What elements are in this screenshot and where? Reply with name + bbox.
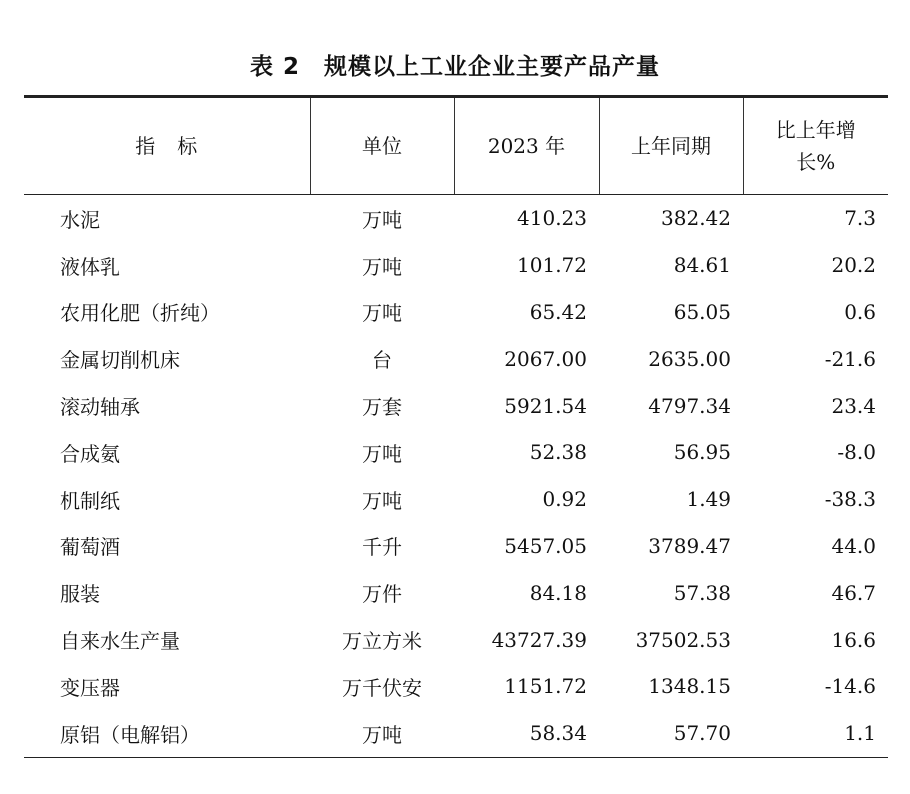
value-2023-cell: 84.18	[529, 580, 587, 605]
growth-percent-cell: 16.6	[831, 627, 876, 652]
header-growth-line2: 长%	[796, 150, 836, 174]
value-2023-cell: 101.72	[517, 253, 587, 278]
table-row	[24, 710, 888, 757]
value-previous-year-cell: 1348.15	[648, 674, 731, 699]
product-name-cell: 金属切削机床	[60, 348, 180, 373]
growth-percent-cell: -8.0	[837, 440, 876, 465]
table-row	[24, 476, 888, 523]
value-2023-cell: 2067.00	[504, 346, 587, 371]
unit-cell: 万吨	[310, 710, 454, 757]
value-2023-cell: 52.38	[529, 440, 587, 465]
table-row	[24, 289, 888, 336]
product-output-table	[24, 95, 888, 758]
product-name-cell: 变压器	[60, 675, 120, 700]
table-title: 表 2 规模以上工业企业主要产品产量	[249, 54, 660, 80]
table-row	[24, 195, 888, 242]
product-name-cell: 水泥	[60, 207, 100, 232]
unit-cell: 万套	[362, 395, 402, 420]
value-2023-cell: 43727.39	[491, 627, 587, 652]
unit-cell: 万立方米	[342, 629, 422, 654]
table-row	[24, 382, 888, 429]
table-row	[24, 569, 888, 616]
unit-cell: 万吨	[362, 301, 402, 326]
header-2023: 2023 年	[454, 97, 599, 195]
product-name-cell: 农用化肥（折纯）	[60, 301, 220, 326]
value-previous-year-cell: 84.61	[673, 253, 731, 278]
unit-cell: 台	[372, 348, 392, 373]
unit-cell: 万吨	[362, 488, 402, 513]
product-name-cell: 合成氨	[60, 441, 120, 466]
table-row	[24, 335, 888, 382]
unit-cell: 万吨	[362, 441, 402, 466]
product-name-cell: 自来水生产量	[60, 629, 180, 654]
growth-percent-cell: 0.6	[844, 299, 876, 324]
value-2023-cell: 58.34	[454, 710, 599, 757]
value-previous-year-cell: 57.70	[599, 710, 743, 757]
value-2023-cell: 1151.72	[504, 674, 587, 699]
table-row	[24, 242, 888, 289]
growth-percent-cell: 46.7	[831, 580, 876, 605]
value-2023-cell: 0.92	[542, 487, 587, 512]
unit-cell: 千升	[362, 535, 402, 560]
value-2023-cell: 410.23	[517, 206, 587, 231]
value-previous-year-cell: 382.42	[661, 206, 731, 231]
growth-percent-cell: 44.0	[831, 533, 876, 558]
unit-cell: 万千伏安	[342, 675, 422, 700]
table-row	[24, 429, 888, 476]
growth-percent-cell: 20.2	[831, 253, 876, 278]
product-name-cell: 机制纸	[60, 488, 120, 513]
table-row	[24, 523, 888, 570]
unit-cell: 万吨	[362, 254, 402, 279]
table-row	[24, 616, 888, 663]
product-name-cell: 葡萄酒	[60, 535, 120, 560]
header-unit: 单位	[310, 97, 454, 195]
product-name-cell: 服装	[60, 582, 100, 607]
growth-percent-cell: 23.4	[831, 393, 876, 418]
header-previous-year: 上年同期	[599, 97, 743, 195]
value-2023-cell: 65.42	[529, 299, 587, 324]
value-2023-cell: 5921.54	[504, 393, 587, 418]
unit-cell: 万件	[362, 582, 402, 607]
value-previous-year-cell: 65.05	[673, 299, 731, 324]
value-previous-year-cell: 57.38	[673, 580, 731, 605]
header-growth-line1: 比上年增	[775, 118, 856, 142]
header-indicator: 指 标	[24, 97, 310, 195]
value-previous-year-cell: 56.95	[673, 440, 731, 465]
growth-percent-cell: -38.3	[824, 487, 876, 512]
value-previous-year-cell: 37502.53	[635, 627, 731, 652]
value-previous-year-cell: 2635.00	[648, 346, 731, 371]
product-name-cell: 滚动轴承	[60, 395, 140, 420]
growth-percent-cell: -14.6	[824, 674, 876, 699]
growth-percent-cell: 7.3	[844, 206, 876, 231]
growth-percent-cell: 1.1	[743, 710, 888, 757]
header-row	[24, 97, 888, 195]
table-body	[24, 195, 888, 758]
value-previous-year-cell: 1.49	[686, 487, 731, 512]
product-name-cell: 液体乳	[60, 254, 120, 279]
header-growth	[743, 97, 888, 195]
value-previous-year-cell: 3789.47	[648, 533, 731, 558]
growth-percent-cell: -21.6	[824, 346, 876, 371]
value-previous-year-cell: 4797.34	[648, 393, 731, 418]
product-name-cell: 原铝（电解铝）	[24, 710, 310, 757]
unit-cell: 万吨	[362, 207, 402, 232]
value-2023-cell: 5457.05	[504, 533, 587, 558]
table-row	[24, 663, 888, 710]
